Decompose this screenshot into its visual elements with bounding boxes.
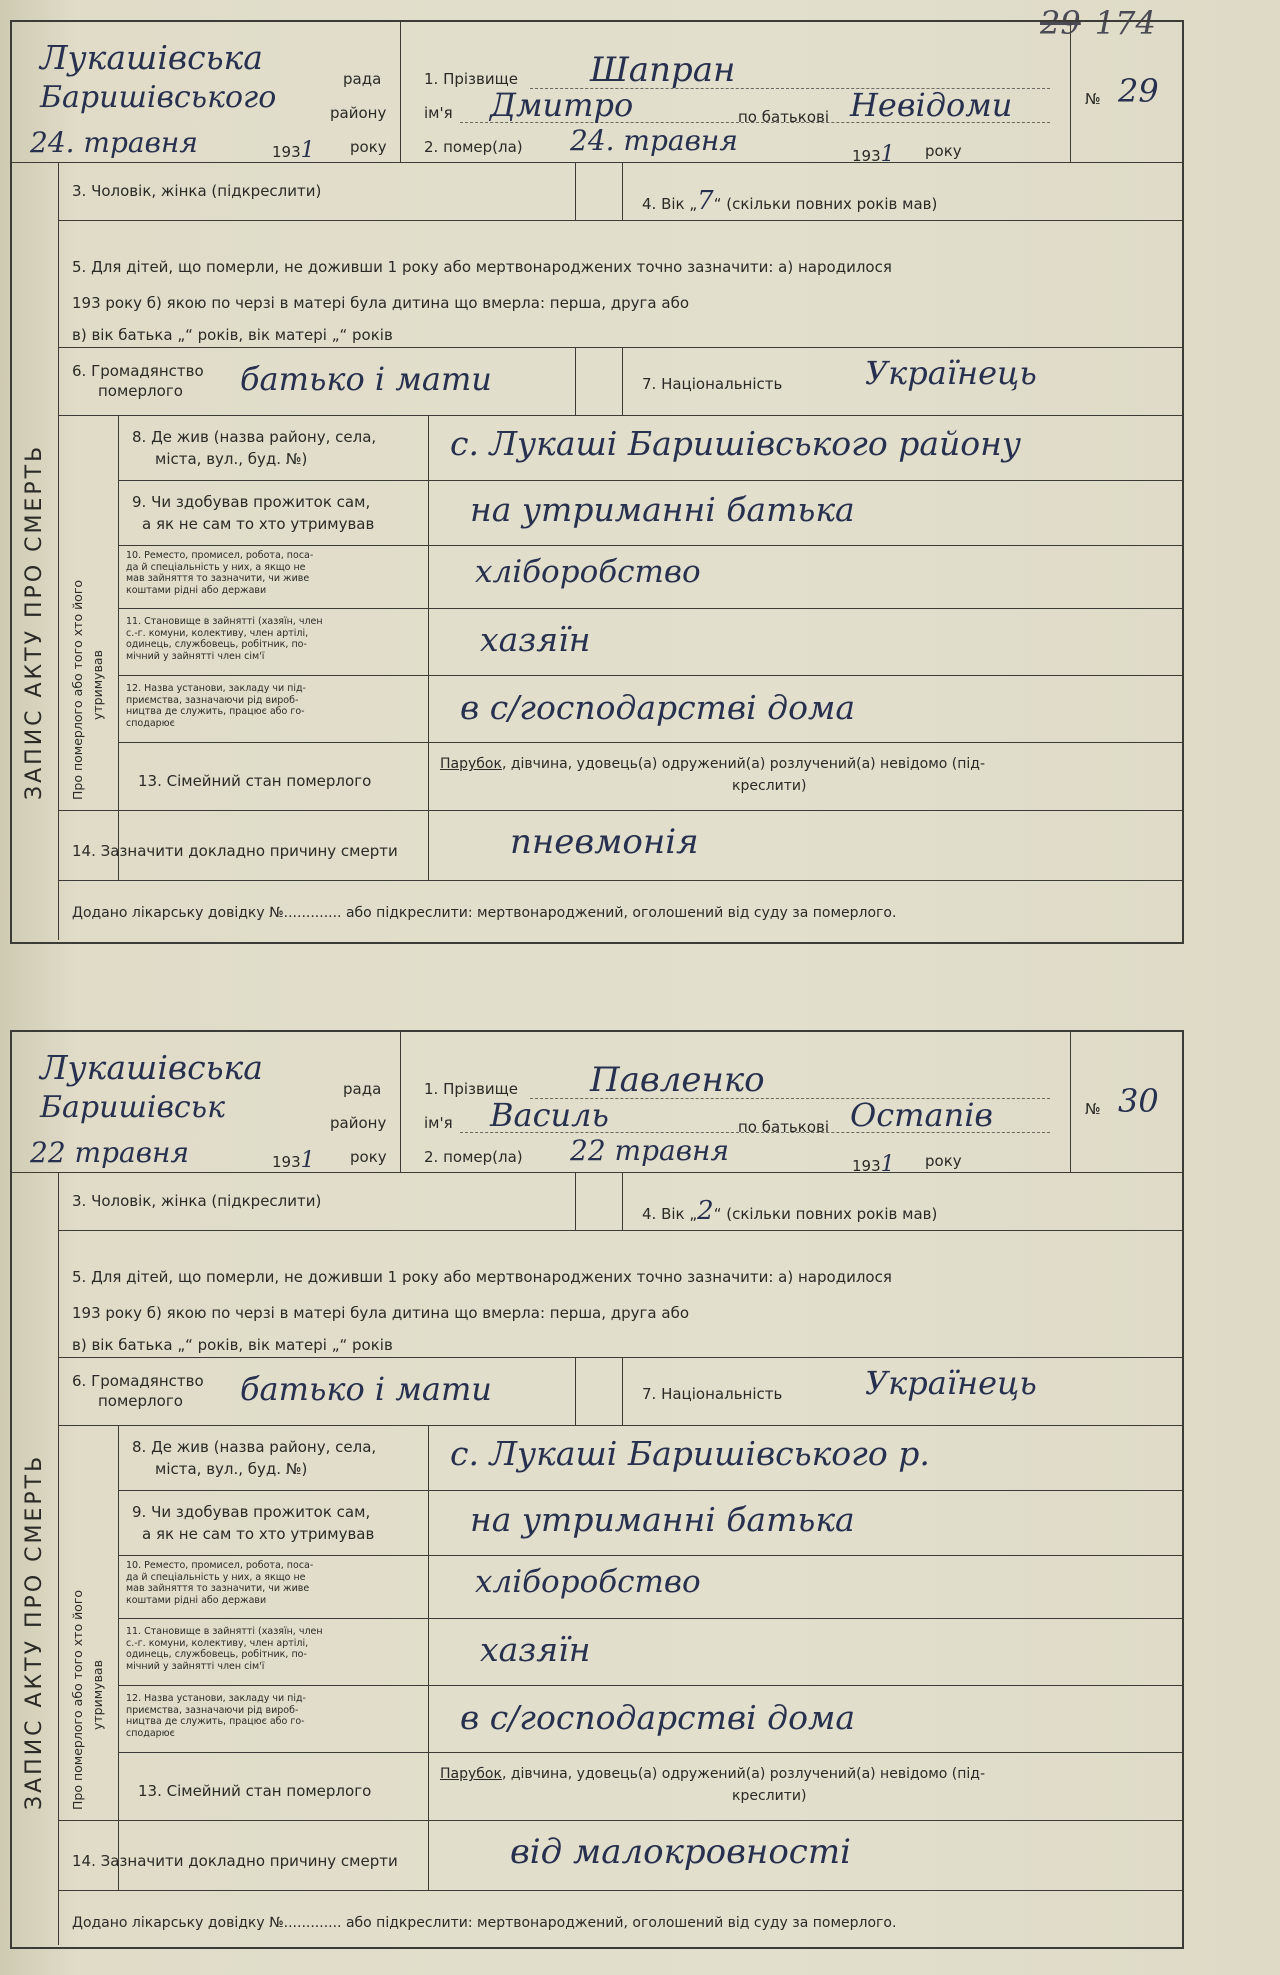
form-rule — [622, 347, 623, 415]
form-rule — [118, 742, 1182, 743]
form-rule — [58, 1230, 1182, 1231]
form-rule — [58, 162, 59, 940]
side-title: ЗАПИС АКТУ ПРО СМЕРТЬ — [22, 443, 47, 800]
q5-line3: в) вік батька „“ років, вік матері „“ років — [72, 326, 393, 344]
form-rule — [622, 1172, 623, 1230]
name-label: ім'я — [424, 1114, 453, 1132]
form-rule — [575, 1172, 576, 1230]
death-roku-label: року — [925, 142, 962, 160]
q13-label: 13. Сімейний стан померлого — [138, 772, 372, 790]
died-label: 2. помер(ла) — [424, 1148, 523, 1166]
death-year-label: 1931 — [852, 1152, 895, 1177]
q9-label-2: а як не сам то хто утримував — [142, 515, 375, 533]
q12-label: 12. Назва установи, закладу чи під- приємства, зазначаючи рід вироб- ництва де служить, працює або го- сподарює — [126, 683, 306, 729]
surname-value: Шапран — [590, 50, 736, 90]
citizenship-label-2: померлого — [98, 1392, 183, 1410]
position-value: хазяїн — [480, 1630, 591, 1669]
form-rule — [118, 545, 1182, 546]
folio-current: 174 — [1094, 4, 1156, 42]
q8-label: 8. Де жив (назва району, села, — [132, 428, 377, 446]
side-subtitle-1: Про померлого або того хто його — [70, 579, 85, 800]
marital-options: Парубок, дівчина, удовець(а) одружений(а) розлучений(а) невідомо (під- — [440, 1766, 986, 1782]
rayonu-label: району — [330, 104, 387, 122]
q9-label-2: а як не сам то хто утримував — [142, 1525, 375, 1543]
number-label: № — [1085, 90, 1101, 108]
reg-date-value: 22 травня — [30, 1136, 189, 1169]
q5-line3: в) вік батька „“ років, вік матері „“ років — [72, 1336, 393, 1354]
form-rule — [58, 1172, 59, 1945]
record-number-value: 29 — [1118, 72, 1159, 110]
form-rule — [118, 1555, 1182, 1556]
form-rule — [118, 675, 1182, 676]
reg-year-label: 1931 — [272, 138, 315, 163]
form-rule — [58, 880, 1182, 881]
form-rule — [58, 810, 1182, 811]
death-record-1 — [10, 20, 1185, 940]
form-rule — [10, 1172, 1182, 1173]
surname-label: 1. Прізвище — [424, 1080, 518, 1098]
q5-line1: 5. Для дітей, що померли, не доживши 1 року або мертвонароджених точно зазначити: а) народилося — [72, 1268, 892, 1286]
form-rule — [622, 1357, 623, 1425]
cause-value: від малокровності — [510, 1832, 851, 1872]
q11-label: 11. Становище в зайнятті (хазяїн, член с.-г. комуни, колективу, член артілі, одинець, службовець, робітник, по- мічний у зайнятті член сім'ї — [126, 1626, 323, 1672]
form-rule — [622, 162, 623, 220]
form-rule — [58, 1425, 1182, 1426]
form-rule — [118, 1490, 1182, 1491]
citizenship-label: 6. Громадянство — [72, 1372, 204, 1390]
citizenship-label-2: померлого — [98, 382, 183, 400]
council-value: Лукашівська — [40, 1048, 263, 1087]
district-value: Баришівськ — [40, 1090, 225, 1125]
rada-label: рада — [343, 1080, 382, 1098]
citizenship-value: батько і мати — [240, 360, 492, 398]
side-subtitle-2: утримував — [90, 1660, 105, 1730]
q9-label: 9. Чи здобував прожиток сам, — [132, 493, 371, 511]
form-rule — [118, 1618, 1182, 1619]
death-year-label: 1931 — [852, 142, 895, 167]
q14-label: 14. Зазначити докладно причину смерти — [72, 1852, 398, 1870]
form-rule — [400, 1030, 401, 1172]
nationality-label: 7. Національність — [642, 1385, 783, 1403]
surname-value: Павленко — [590, 1060, 765, 1100]
form-rule — [10, 162, 1182, 163]
form-rule — [575, 347, 576, 415]
form-rule — [118, 608, 1182, 609]
q8-label-2: міста, вул., буд. №) — [155, 450, 308, 468]
q9-label: 9. Чи здобував прожиток сам, — [132, 1503, 371, 1521]
side-subtitle-2: утримував — [90, 650, 105, 720]
form-rule — [118, 1685, 1182, 1686]
rayonu-label: району — [330, 1114, 387, 1132]
death-roku-label: року — [925, 1152, 962, 1170]
sex-label: 3. Чоловік, жінка (підкреслити) — [72, 182, 322, 200]
patronymic-value: Остапів — [850, 1096, 994, 1134]
q8-label-2: міста, вул., буд. №) — [155, 1460, 308, 1478]
position-value: хазяїн — [480, 620, 591, 659]
q11-label: 11. Становище в зайнятті (хазяїн, член с.-г. комуни, колективу, член артілі, одинець, службовець, робітник, по- мічний у зайнятті член сім'ї — [126, 616, 323, 662]
death-record-2 — [10, 1030, 1185, 1945]
sex-label: 3. Чоловік, жінка (підкреслити) — [72, 1192, 322, 1210]
occupation-value: хліборобство — [475, 554, 701, 590]
form-rule — [1070, 20, 1071, 162]
nationality-value: Українець — [865, 354, 1037, 392]
institution-value: в с/господарстві дома — [460, 688, 856, 727]
support-value: на утриманні батька — [470, 490, 855, 529]
form-rule — [118, 1752, 1182, 1753]
q8-label: 8. Де жив (назва району, села, — [132, 1438, 377, 1456]
surname-label: 1. Прізвище — [424, 70, 518, 88]
rada-label: рада — [343, 70, 382, 88]
reg-date-value: 24. травня — [30, 126, 198, 159]
reg-roku-label: року — [350, 1148, 387, 1166]
institution-value: в с/господарстві дома — [460, 1698, 856, 1737]
form-rule — [58, 220, 1182, 221]
form-rule — [58, 1820, 1182, 1821]
certificate-note: Додано лікарську довідку №............. або підкреслити: мертвонароджений, оголошений від суду за померлого. — [72, 1915, 897, 1931]
patronymic-value: Невідоми — [850, 86, 1013, 124]
marital-options: Парубок, дівчина, удовець(а) одружений(а) розлучений(а) невідомо (під- — [440, 756, 986, 772]
name-label: ім'я — [424, 104, 453, 122]
form-rule — [118, 480, 1182, 481]
q10-label: 10. Реместо, промисел, робота, поса- да й спеціальність у них, а якщо не мав зайняття то зазначити, чи живе коштами рідні або держави — [126, 1560, 314, 1606]
nationality-value: Українець — [865, 1364, 1037, 1402]
patronymic-label: по батькові — [738, 108, 830, 126]
q14-label: 14. Зазначити докладно причину смерти — [72, 842, 398, 860]
form-rule — [575, 162, 576, 220]
q5-line1: 5. Для дітей, що померли, не доживши 1 року або мертвонароджених точно зазначити: а) народилося — [72, 258, 892, 276]
age-label: 4. Вік „7“ (скільки повних років мав) — [642, 186, 938, 216]
reg-year-label: 1931 — [272, 1148, 315, 1173]
death-date-value: 22 травня — [570, 1134, 729, 1167]
folio-old: 29 — [1040, 4, 1081, 42]
district-value: Баришівського — [40, 80, 277, 115]
support-value: на утриманні батька — [470, 1500, 855, 1539]
q12-label: 12. Назва установи, закладу чи під- приємства, зазначаючи рід вироб- ництва де служить, працює або го- сподарює — [126, 1693, 306, 1739]
form-rule — [575, 1357, 576, 1425]
died-label: 2. помер(ла) — [424, 138, 523, 156]
patronymic-label: по батькові — [738, 1118, 830, 1136]
reg-roku-label: року — [350, 138, 387, 156]
side-subtitle-1: Про померлого або того хто його — [70, 1589, 85, 1810]
age-label: 4. Вік „2“ (скільки повних років мав) — [642, 1196, 938, 1226]
nationality-label: 7. Національність — [642, 375, 783, 393]
record-number-value: 30 — [1118, 1082, 1159, 1120]
form-rule — [58, 1890, 1182, 1891]
residence-value: с. Лукаші Баришівського р. — [450, 1434, 930, 1473]
form-rule — [58, 347, 1182, 348]
council-value: Лукашівська — [40, 38, 263, 77]
q5-line2: 193 року б) якою по черзі в матері була дитина що вмерла: перша, друга або — [72, 294, 690, 312]
form-rule — [58, 415, 1182, 416]
death-date-value: 24. травня — [570, 124, 738, 157]
q13-label: 13. Сімейний стан померлого — [138, 1782, 372, 1800]
q10-label: 10. Реместо, промисел, робота, поса- да й спеціальність у них, а якщо не мав зайняття то зазначити, чи живе коштами рідні або держави — [126, 550, 314, 596]
cause-value: пневмонія — [510, 822, 699, 862]
side-title: ЗАПИС АКТУ ПРО СМЕРТЬ — [22, 1453, 47, 1810]
q5-line2: 193 року б) якою по черзі в матері була дитина що вмерла: перша, друга або — [72, 1304, 690, 1322]
number-label: № — [1085, 1100, 1101, 1118]
form-rule — [1070, 1030, 1071, 1172]
residence-value: с. Лукаші Баришівського району — [450, 424, 1022, 463]
certificate-note: Додано лікарську довідку №............. або підкреслити: мертвонароджений, оголошений від суду за померлого. — [72, 905, 897, 921]
form-rule — [58, 1357, 1182, 1358]
marital-options-2: креслити) — [732, 778, 807, 794]
name-value: Дмитро — [490, 86, 634, 124]
form-rule — [400, 20, 401, 162]
citizenship-label: 6. Громадянство — [72, 362, 204, 380]
name-value: Василь — [490, 1096, 609, 1134]
occupation-value: хліборобство — [475, 1564, 701, 1600]
citizenship-value: батько і мати — [240, 1370, 492, 1408]
marital-options-2: креслити) — [732, 1788, 807, 1804]
